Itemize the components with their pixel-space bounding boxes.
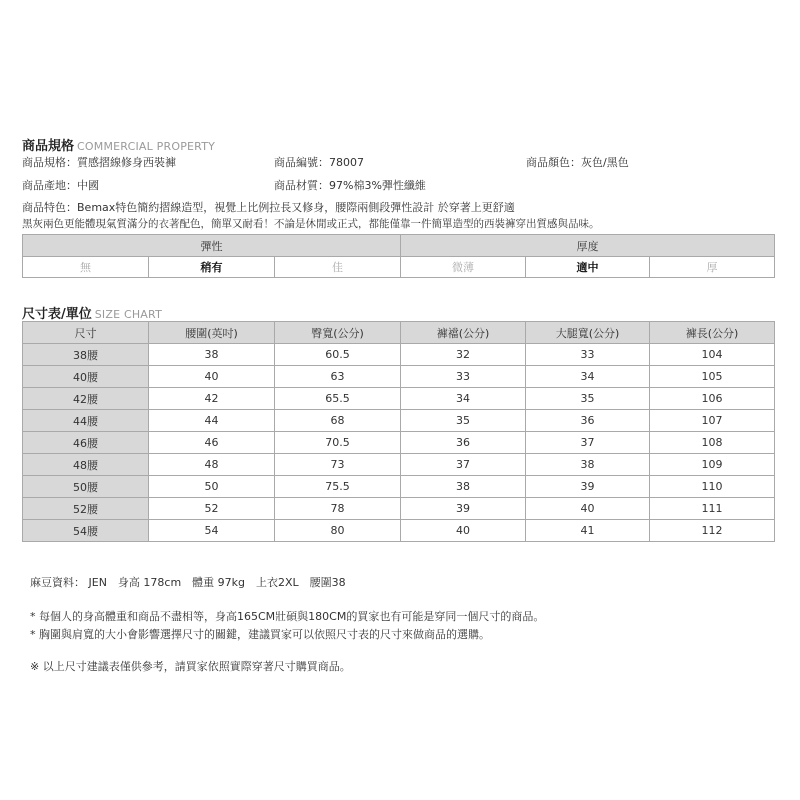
table-cell: 48 [149,454,275,476]
elasticity-option-good: 佳 [275,257,401,278]
thickness-option-thin: 微薄 [401,257,526,278]
size-cell: 44腰 [23,410,149,432]
table-cell: 107 [650,410,775,432]
table-cell: 46 [149,432,275,454]
table-cell: 68 [275,410,401,432]
table-cell: 65.5 [275,388,401,410]
disclaimer: ※ 以上尺寸建議表僅供參考，請買家依照實際穿著尺寸購買商品。 [30,660,351,673]
size-cell: 48腰 [23,454,149,476]
size-cell: 42腰 [23,388,149,410]
table-cell: 111 [650,498,775,520]
spec-color: 商品顏色：灰色/黑色 [526,156,629,169]
spec-origin: 商品產地：中國 [22,179,99,192]
size-cell: 40腰 [23,366,149,388]
attributes-table [22,234,775,278]
size-chart-header-cell: 臀寬(公分) [275,322,401,344]
table-cell: 37 [526,432,650,454]
spec-feature-line2: 黑灰兩色更能體現氣質滿分的衣著配色，簡單又耐看！不論是休閒或正式，都能僅靠一件簡單造型的西裝褲穿出質感與品味。 [22,218,600,230]
size-chart-header-cell: 腰圍(英吋) [149,322,275,344]
table-row [23,520,775,542]
table-row [23,476,775,498]
table-cell: 37 [401,454,526,476]
table-cell: 104 [650,344,775,366]
table-cell: 73 [275,454,401,476]
size-cell: 54腰 [23,520,149,542]
table-cell: 34 [526,366,650,388]
size-cell: 52腰 [23,498,149,520]
elasticity-option-none: 無 [23,257,149,278]
product-spec-heading [22,135,215,154]
table-cell: 70.5 [275,432,401,454]
table-cell: 40 [401,520,526,542]
table-row [23,388,775,410]
elasticity-header: 彈性 [23,235,401,257]
table-cell: 42 [149,388,275,410]
table-cell: 41 [526,520,650,542]
table-cell: 38 [526,454,650,476]
table-cell: 109 [650,454,775,476]
thickness-option-thick: 厚 [650,257,775,278]
table-cell: 35 [401,410,526,432]
size-cell: 50腰 [23,476,149,498]
spec-name: 商品規格：質感摺線修身西裝褲 [22,156,176,169]
table-cell: 50 [149,476,275,498]
table-cell: 112 [650,520,775,542]
size-chart-header-cell: 大腿寬(公分) [526,322,650,344]
size-chart-title: 尺寸表/單位 [22,307,92,322]
table-cell: 40 [149,366,275,388]
size-chart-header-cell: 褲襠(公分) [401,322,526,344]
spec-number: 商品編號：78007 [274,156,364,169]
size-chart-header-cell: 尺寸 [23,322,149,344]
table-cell: 38 [401,476,526,498]
table-cell: 33 [526,344,650,366]
table-cell: 36 [401,432,526,454]
size-chart-header-cell: 褲長(公分) [650,322,775,344]
table-cell: 35 [526,388,650,410]
table-cell: 32 [401,344,526,366]
table-row [23,410,775,432]
table-cell: 40 [526,498,650,520]
spec-feature-line1: 商品特色：Bemax特色簡約摺線造型，視覺上比例拉長又修身，腰際兩側段彈性設計 於穿著上更舒適 [22,201,515,214]
table-row [23,366,775,388]
table-cell: 54 [149,520,275,542]
table-cell: 52 [149,498,275,520]
product-spec-title: 商品規格 [22,139,75,154]
table-row [23,454,775,476]
elasticity-option-slight: 稍有 [149,257,275,278]
table-cell: 63 [275,366,401,388]
table-row [23,432,775,454]
table-cell: 110 [650,476,775,498]
size-cell: 38腰 [23,344,149,366]
note-line-2: * 胸圍與肩寬的大小會影響選擇尺寸的關鍵，建議買家可以依照尺寸表的尺寸來做商品的選購。 [30,628,490,641]
size-chart-table [22,321,775,542]
table-cell: 39 [401,498,526,520]
table-cell: 36 [526,410,650,432]
table-cell: 80 [275,520,401,542]
product-spec-title-en: COMMERCIAL PROPERTY [77,140,216,153]
table-cell: 34 [401,388,526,410]
size-chart-title-en: SIZE CHART [94,308,162,321]
table-cell: 75.5 [275,476,401,498]
table-cell: 44 [149,410,275,432]
table-cell: 108 [650,432,775,454]
spec-material: 商品材質：97%棉3%彈性纖維 [274,179,426,192]
table-cell: 39 [526,476,650,498]
table-cell: 106 [650,388,775,410]
table-cell: 60.5 [275,344,401,366]
thickness-option-medium: 適中 [526,257,650,278]
table-row [23,344,775,366]
model-info: 麻豆資料： JEN 身高 178cm 體重 97kg 上衣2XL 腰圍38 [30,576,346,589]
table-cell: 38 [149,344,275,366]
note-line-1: * 每個人的身高體重和商品不盡相等，身高165CM壯碩與180CM的買家也有可能是穿同一個尺寸的商品。 [30,610,545,623]
table-cell: 33 [401,366,526,388]
thickness-header: 厚度 [401,235,775,257]
table-cell: 78 [275,498,401,520]
table-cell: 105 [650,366,775,388]
size-chart-heading [22,303,162,322]
size-cell: 46腰 [23,432,149,454]
table-row [23,498,775,520]
